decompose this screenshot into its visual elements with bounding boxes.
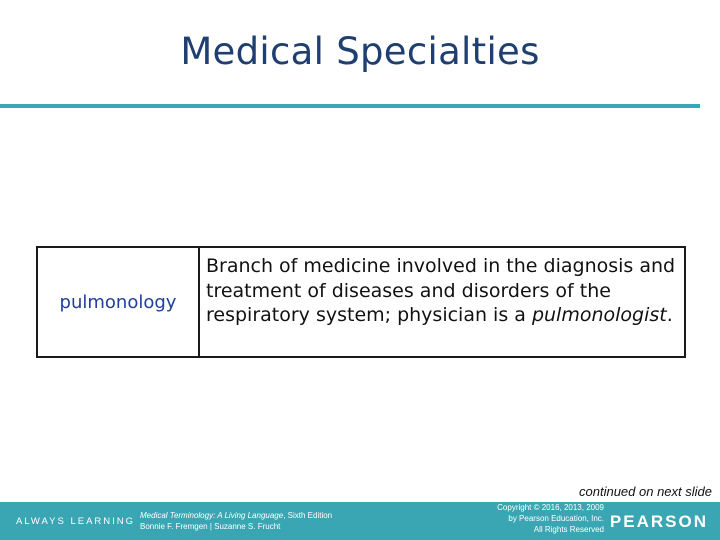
footer-bar — [0, 502, 720, 540]
table-column-divider — [198, 248, 200, 356]
definition-text: Branch of medicine involved in the diagnosis and treatment of diseases and disorders of the respiratory system; physician is a — [206, 255, 676, 326]
term-definition-table — [36, 246, 686, 358]
slide-title: Medical Specialties — [180, 30, 540, 73]
definition-end: . — [666, 304, 673, 326]
continued-note: continued on next slide — [579, 484, 712, 499]
term-definition — [206, 254, 684, 328]
copyright-line-2: by Pearson Education, Inc. — [508, 514, 604, 523]
term-word: pulmonology — [59, 291, 177, 313]
pearson-logo: PEARSON — [609, 512, 708, 531]
book-citation — [140, 510, 332, 532]
book-authors: Bonnie F. Fremgen | Suzanne S. Frucht — [140, 522, 281, 531]
copyright-notice — [497, 502, 604, 535]
book-title-line — [140, 510, 332, 521]
always-learning-tagline: ALWAYS LEARNING — [16, 516, 136, 527]
definition-emphasis: pulmonologist — [531, 304, 667, 326]
book-edition: , Sixth Edition — [283, 511, 333, 520]
title-divider — [0, 104, 700, 108]
copyright-line-3: All Rights Reserved — [533, 525, 604, 534]
copyright-line-1: Copyright © 2016, 2013, 2009 — [497, 503, 604, 512]
book-title: Medical Terminology: A Living Language — [140, 511, 284, 520]
